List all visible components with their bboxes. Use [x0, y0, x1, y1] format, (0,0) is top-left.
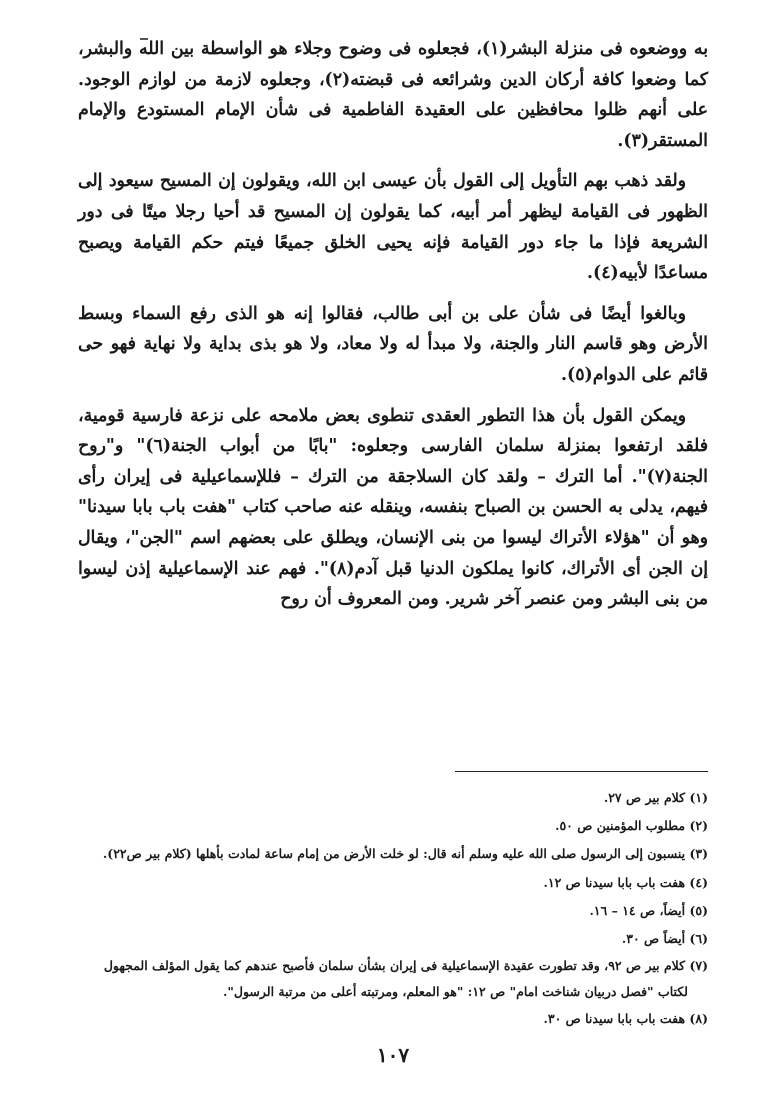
paragraph: وبالغوا أيضًا فى شأن على بن أبى طالب، فقالوا إنه هو الذى رفع السماء وبسط الأرض وهو قاسم النار والجنة، ولا مبدأ له ولا معاد، ولا هو بذى بداية ولا نهاية فهو حى قائم على الدوام(٥).	[78, 303, 708, 385]
footnotes	[78, 784, 708, 1033]
footnote: (٧) كلام بير ص ٩٢، وقد تطورت عقيدة الإسماعيلية فى إيران بشأن سلمان فأصبح عندهم كما يقول المؤلف المجهول لكتاب "فصل دربيان شناخت امام" ص ١٢: "هو المعلم، ومرتبته أعلى من مرتبة الرسول".	[103, 958, 708, 1000]
footnote: (٢) مطلوب المؤمنين ص ٥٠.	[555, 818, 708, 834]
footnote: (٥) أيضاً، ص ١٤ – ١٦.	[589, 902, 708, 918]
footnote: (١) كلام بير ص ٢٧.	[603, 790, 708, 805]
paragraph: ولقد ذهب بهم التأويل إلى القول بأن عيسى ابن الله، ويقولون إن المسيح سيعود إلى الظهور فى القيامة ليظهر أمر أبيه، كما يقولون إن المسيح قد أحيا رجلا ميتًا فى دور الشريعة فإذا ما جاء دور القيامة فإنه يحيى الخلق جميعًا فيتم حكم القيامة ويصبح مساعدًا لأبيه(٤).	[78, 171, 708, 284]
footnote: (٨) هفت باب بابا سيدنا ص ٣٠.	[543, 1011, 708, 1027]
footnote: (٣) ينسبون إلى الرسول صلى الله عليه وسلم أنه قال: لو خلت الأرض من إمام ساعة لمادت بأهلها (كلام بير ص٢٢).	[102, 846, 708, 862]
paragraph: به ووضعوه فى منزلة البشر(١)، فجعلوه فى وضوح وجلاء هو الواسطة بين الله والبشر، كما وضعوا كافة أركان الدين وشرائعه فى قبضته(٢)، وجعلوه لازمة من لوازم الوجود. على أنهم ظلوا محافظين على العقيدة الفاطمية فى شأن الإمام المستودع والإمام المستقر(٣).	[78, 39, 709, 151]
book-page	[78, 0, 708, 1100]
main-text	[78, 34, 708, 615]
footnote: (٤) هفت باب بابا سيدنا ص ١٢.	[543, 874, 708, 890]
footnote: (٦) أيضاً ص ٣٠.	[621, 931, 708, 947]
footnote-divider	[455, 771, 708, 772]
page-number: ١٠٧	[376, 1043, 410, 1067]
paragraph: ويمكن القول بأن هذا التطور العقدى تنطوى بعض ملامحه على نزعة فارسية قومية، فلقد ارتفعوا بمنزلة سلمان الفارسى وجعلوه: "بابًا من أبواب الجنة(٦)" و"روح الجنة(٧)". أما الترك – ولقد كان السلاجقة من الترك – فللإسماعيلية فى إيران رأى فيهم، يدلى به الحسن بن الصباح بنفسه، وينقله عنه صاحب كتاب "هفت باب بابا سيدنا" وهو أن "هؤلاء الأتراك ليسوا من بنى الإنسان، ويطلق على بعضهم اسم "الجن"، ويقال إن الجن أى الأتراك، كانوا يملكون الدنيا قبل آدم(٨)". فهم عند الإسماعيلية إذن ليسوا من بنى البشر ومن عنصر آخر شرير. ومن المعروف أن روح	[78, 405, 708, 610]
